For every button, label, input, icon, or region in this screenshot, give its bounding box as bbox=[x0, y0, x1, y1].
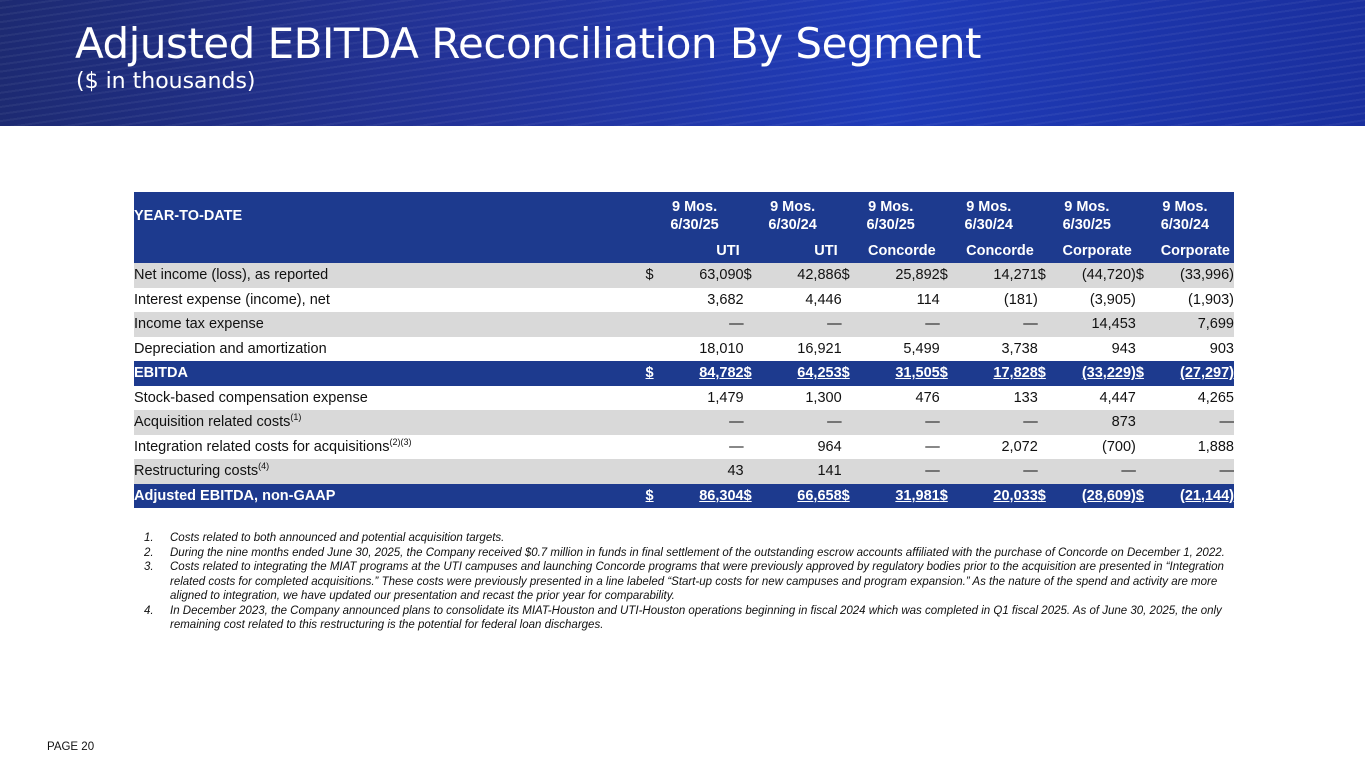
value-cell: 2,072 bbox=[1001, 438, 1038, 455]
currency-symbol: $ bbox=[1038, 263, 1058, 288]
value-cell: 873 bbox=[1058, 410, 1136, 435]
table-row bbox=[134, 263, 1234, 288]
currency-symbol bbox=[842, 386, 862, 411]
value-cell: (700) bbox=[1101, 438, 1136, 455]
segment-header: Concorde bbox=[940, 239, 1038, 263]
currency-symbol bbox=[1136, 459, 1156, 484]
currency-symbol: $ bbox=[646, 263, 666, 288]
currency-symbol bbox=[1038, 459, 1058, 484]
value-cell: — bbox=[960, 459, 1038, 484]
currency-symbol bbox=[646, 459, 666, 484]
period-line2: 6/30/24 bbox=[768, 216, 817, 233]
currency-symbol bbox=[1136, 435, 1156, 460]
ebitda-reconciliation-table bbox=[134, 192, 1234, 508]
period-line2: 6/30/24 bbox=[1160, 216, 1210, 233]
row-label-text: Stock-based compensation expense bbox=[134, 389, 368, 406]
value-cell: 4,446 bbox=[805, 291, 842, 308]
header-blank-cell bbox=[134, 239, 646, 263]
page-number: PAGE 20 bbox=[47, 741, 95, 753]
currency-symbol bbox=[940, 288, 960, 313]
currency-symbol bbox=[842, 288, 862, 313]
segment-header: UTI bbox=[744, 239, 842, 263]
currency-symbol: $ bbox=[1136, 484, 1156, 509]
value-cell: — bbox=[666, 312, 744, 337]
currency-symbol bbox=[940, 435, 960, 460]
value-cell: (27,297) bbox=[1156, 361, 1234, 386]
currency-symbol: $ bbox=[842, 263, 862, 288]
currency-symbol bbox=[646, 337, 666, 362]
value-cell: 31,505 bbox=[862, 361, 940, 386]
period-line1: 9 Mos. bbox=[672, 198, 718, 215]
header-row-segments bbox=[134, 239, 1234, 263]
value-cell: 84,782 bbox=[666, 361, 744, 386]
segment-header: Corporate bbox=[1136, 239, 1234, 263]
table-row bbox=[134, 435, 1234, 460]
row-label bbox=[134, 288, 646, 313]
value-cell: — bbox=[925, 438, 940, 455]
currency-symbol: $ bbox=[646, 484, 666, 509]
currency-symbol bbox=[940, 386, 960, 411]
value-cell: 18,010 bbox=[699, 340, 744, 357]
currency-symbol bbox=[646, 312, 666, 337]
period-header bbox=[1136, 192, 1234, 239]
currency-symbol bbox=[744, 386, 764, 411]
table-row bbox=[134, 484, 1234, 509]
row-label bbox=[134, 459, 646, 484]
value-cell: (3,905) bbox=[1089, 291, 1136, 308]
currency-symbol: $ bbox=[940, 361, 960, 386]
currency-symbol bbox=[1136, 337, 1156, 362]
currency-symbol bbox=[744, 312, 764, 337]
currency-symbol bbox=[646, 410, 666, 435]
footnote-text: Costs related to both announced and potential acquisition targets. bbox=[170, 532, 505, 544]
footnote bbox=[144, 604, 1249, 633]
footnote bbox=[144, 560, 1249, 604]
currency-symbol bbox=[1038, 386, 1058, 411]
value-cell: 16,921 bbox=[797, 340, 842, 357]
value-cell: 141 bbox=[764, 459, 842, 484]
period-line2: 6/30/24 bbox=[964, 216, 1013, 233]
value-cell: 3,682 bbox=[707, 291, 744, 308]
footnote-number: 4. bbox=[144, 604, 154, 617]
value-cell: 63,090 bbox=[666, 263, 744, 288]
currency-symbol: $ bbox=[744, 361, 764, 386]
value-cell: 86,304 bbox=[666, 484, 744, 509]
currency-symbol: $ bbox=[1038, 484, 1058, 509]
value-cell: — bbox=[862, 459, 940, 484]
row-label bbox=[134, 435, 646, 460]
period-line1: 9 Mos. bbox=[1162, 198, 1208, 215]
value-cell: — bbox=[862, 410, 940, 435]
row-label-text: Integration related costs for acquisitions bbox=[134, 438, 390, 455]
currency-symbol: $ bbox=[1136, 361, 1156, 386]
period-line1: 9 Mos. bbox=[868, 198, 914, 215]
period-line1: 9 Mos. bbox=[1064, 198, 1110, 215]
value-cell: 14,453 bbox=[1058, 312, 1136, 337]
table-row bbox=[134, 312, 1234, 337]
value-cell: (44,720) bbox=[1058, 263, 1136, 288]
period-header bbox=[646, 192, 744, 239]
footnotes bbox=[144, 531, 1249, 633]
period-header bbox=[1038, 192, 1136, 239]
value-cell: (21,144) bbox=[1156, 484, 1234, 509]
footnote-number: 3. bbox=[144, 561, 154, 573]
value-cell: 133 bbox=[1013, 389, 1038, 406]
currency-symbol bbox=[1038, 337, 1058, 362]
period-line2: 6/30/25 bbox=[670, 216, 719, 233]
value-cell: 25,892 bbox=[862, 263, 940, 288]
value-cell: — bbox=[729, 438, 744, 455]
row-label bbox=[134, 263, 646, 288]
currency-symbol bbox=[744, 459, 764, 484]
currency-symbol bbox=[940, 312, 960, 337]
footnote-ref: (2)(3) bbox=[389, 436, 412, 447]
value-cell: (33,996) bbox=[1156, 263, 1234, 288]
value-cell: (1,903) bbox=[1188, 291, 1234, 308]
value-cell: 1,300 bbox=[805, 389, 842, 406]
value-cell: — bbox=[960, 312, 1038, 337]
currency-symbol bbox=[646, 288, 666, 313]
currency-symbol bbox=[842, 337, 862, 362]
row-label bbox=[134, 361, 646, 386]
currency-symbol: $ bbox=[1038, 361, 1058, 386]
value-cell: (33,229) bbox=[1058, 361, 1136, 386]
value-cell: — bbox=[764, 410, 842, 435]
currency-symbol: $ bbox=[940, 484, 960, 509]
period-header bbox=[842, 192, 940, 239]
value-cell: 14,271 bbox=[960, 263, 1038, 288]
page-subtitle: ($ in thousands) bbox=[76, 69, 256, 94]
row-label bbox=[134, 312, 646, 337]
currency-symbol bbox=[744, 337, 764, 362]
table-row bbox=[134, 361, 1234, 386]
table-row bbox=[134, 288, 1234, 313]
row-label-text: Net income (loss), as reported bbox=[134, 267, 329, 284]
value-cell: 43 bbox=[666, 459, 744, 484]
value-cell: (181) bbox=[1003, 291, 1038, 308]
currency-symbol bbox=[646, 386, 666, 411]
value-cell: 114 bbox=[916, 291, 940, 308]
row-label bbox=[134, 484, 646, 509]
page-title: Adjusted EBITDA Reconciliation By Segment bbox=[75, 19, 981, 68]
row-label-text: Restructuring costs bbox=[134, 463, 259, 480]
row-label bbox=[134, 337, 646, 362]
currency-symbol bbox=[1038, 410, 1058, 435]
segment-header: Corporate bbox=[1038, 239, 1136, 263]
footnote-text: Costs related to integrating the MIAT programs at the UTI campuses and launching Concorde programs that were previously approved by regulatory bodies prior to the acquisition are presented in “Integration related costs for completed acquisitions.” These costs were previously presented in a line labeled “Start-up costs for new campuses and program expansion.” As the nature of the spend and activity are more aligned to integration, we have updated our presentation and recast the prior year for comparability. bbox=[170, 561, 1224, 602]
value-cell: — bbox=[862, 312, 940, 337]
currency-symbol bbox=[1038, 435, 1058, 460]
footnote bbox=[144, 546, 1249, 561]
value-cell: — bbox=[764, 312, 842, 337]
value-cell: 5,499 bbox=[903, 340, 940, 357]
footnote-ref: (1) bbox=[290, 412, 302, 423]
currency-symbol bbox=[646, 435, 666, 460]
period-line1: 9 Mos. bbox=[770, 198, 816, 215]
value-cell: 1,479 bbox=[707, 389, 744, 406]
currency-symbol bbox=[744, 288, 764, 313]
currency-symbol bbox=[1136, 410, 1156, 435]
value-cell: 1,888 bbox=[1197, 438, 1234, 455]
currency-symbol: $ bbox=[646, 361, 666, 386]
footnote-text: In December 2023, the Company announced plans to consolidate its MIAT-Houston and UTI-Houston operations beginning in fiscal 2024 which was completed in Q1 fiscal 2025. As of June 30, 2025, the only remaining cost related to this restructuring is the potential for federal loan discharges. bbox=[170, 604, 1222, 631]
currency-symbol bbox=[1136, 288, 1156, 313]
table-row bbox=[134, 459, 1234, 484]
value-cell: 66,658 bbox=[764, 484, 842, 509]
segment-header: UTI bbox=[646, 239, 744, 263]
currency-symbol: $ bbox=[842, 361, 862, 386]
currency-symbol: $ bbox=[744, 263, 764, 288]
value-cell: 31,981 bbox=[862, 484, 940, 509]
value-cell: — bbox=[1058, 459, 1136, 484]
row-label-text: EBITDA bbox=[134, 365, 188, 382]
currency-symbol: $ bbox=[940, 263, 960, 288]
row-label-text: Income tax expense bbox=[134, 316, 264, 333]
currency-symbol bbox=[940, 410, 960, 435]
footnote-number: 1. bbox=[144, 532, 154, 544]
header-row-periods bbox=[134, 192, 1234, 239]
currency-symbol bbox=[842, 459, 862, 484]
currency-symbol bbox=[744, 435, 764, 460]
footnote-ref: (4) bbox=[258, 461, 270, 472]
row-label-text: Interest expense (income), net bbox=[134, 291, 330, 308]
value-cell: 7,699 bbox=[1156, 312, 1234, 337]
row-label bbox=[134, 386, 646, 411]
value-cell: 42,886 bbox=[764, 263, 842, 288]
currency-symbol bbox=[842, 410, 862, 435]
value-cell: — bbox=[960, 410, 1038, 435]
currency-symbol bbox=[842, 312, 862, 337]
value-cell: 64,253 bbox=[764, 361, 842, 386]
currency-symbol: $ bbox=[744, 484, 764, 509]
currency-symbol bbox=[940, 337, 960, 362]
segment-header: Concorde bbox=[842, 239, 940, 263]
value-cell: — bbox=[666, 410, 744, 435]
currency-symbol bbox=[1136, 386, 1156, 411]
footnote-number: 2. bbox=[144, 546, 154, 559]
currency-symbol bbox=[940, 459, 960, 484]
table-row bbox=[134, 337, 1234, 362]
period-line1: 9 Mos. bbox=[966, 198, 1012, 215]
value-cell: 20,033 bbox=[960, 484, 1038, 509]
currency-symbol: $ bbox=[842, 484, 862, 509]
value-cell: 4,447 bbox=[1099, 389, 1136, 406]
row-label bbox=[134, 410, 646, 435]
period-line2: 6/30/25 bbox=[1062, 216, 1111, 233]
row-label-text: Acquisition related costs bbox=[134, 414, 291, 431]
currency-symbol bbox=[744, 410, 764, 435]
footnote bbox=[144, 531, 1249, 546]
currency-symbol bbox=[1038, 288, 1058, 313]
row-label-text: Depreciation and amortization bbox=[134, 340, 327, 357]
value-cell: (28,609) bbox=[1058, 484, 1136, 509]
value-cell: 903 bbox=[1209, 340, 1234, 357]
footnote-text: During the nine months ended June 30, 2025, the Company received $0.7 million in funds in final settlement of the outstanding escrow accounts affiliated with the purchase of Concorde on December 1, 2022. bbox=[170, 546, 1225, 559]
currency-symbol bbox=[842, 435, 862, 460]
table-row bbox=[134, 386, 1234, 411]
period-line2: 6/30/25 bbox=[866, 216, 915, 233]
value-cell: 4,265 bbox=[1197, 389, 1234, 406]
currency-symbol: $ bbox=[1136, 263, 1156, 288]
value-cell: 964 bbox=[817, 438, 842, 455]
period-header bbox=[744, 192, 842, 239]
value-cell: — bbox=[1156, 459, 1234, 484]
value-cell: — bbox=[1156, 410, 1234, 435]
currency-symbol bbox=[1038, 312, 1058, 337]
currency-symbol bbox=[1136, 312, 1156, 337]
value-cell: 17,828 bbox=[960, 361, 1038, 386]
value-cell: 943 bbox=[1111, 340, 1136, 357]
period-header bbox=[940, 192, 1038, 239]
title-banner bbox=[0, 0, 1365, 126]
table-row bbox=[134, 410, 1234, 435]
value-cell: 476 bbox=[915, 389, 940, 406]
value-cell: 3,738 bbox=[1001, 340, 1038, 357]
section-label: YEAR-TO-DATE bbox=[134, 192, 646, 239]
row-label-text: Adjusted EBITDA, non-GAAP bbox=[134, 487, 336, 504]
